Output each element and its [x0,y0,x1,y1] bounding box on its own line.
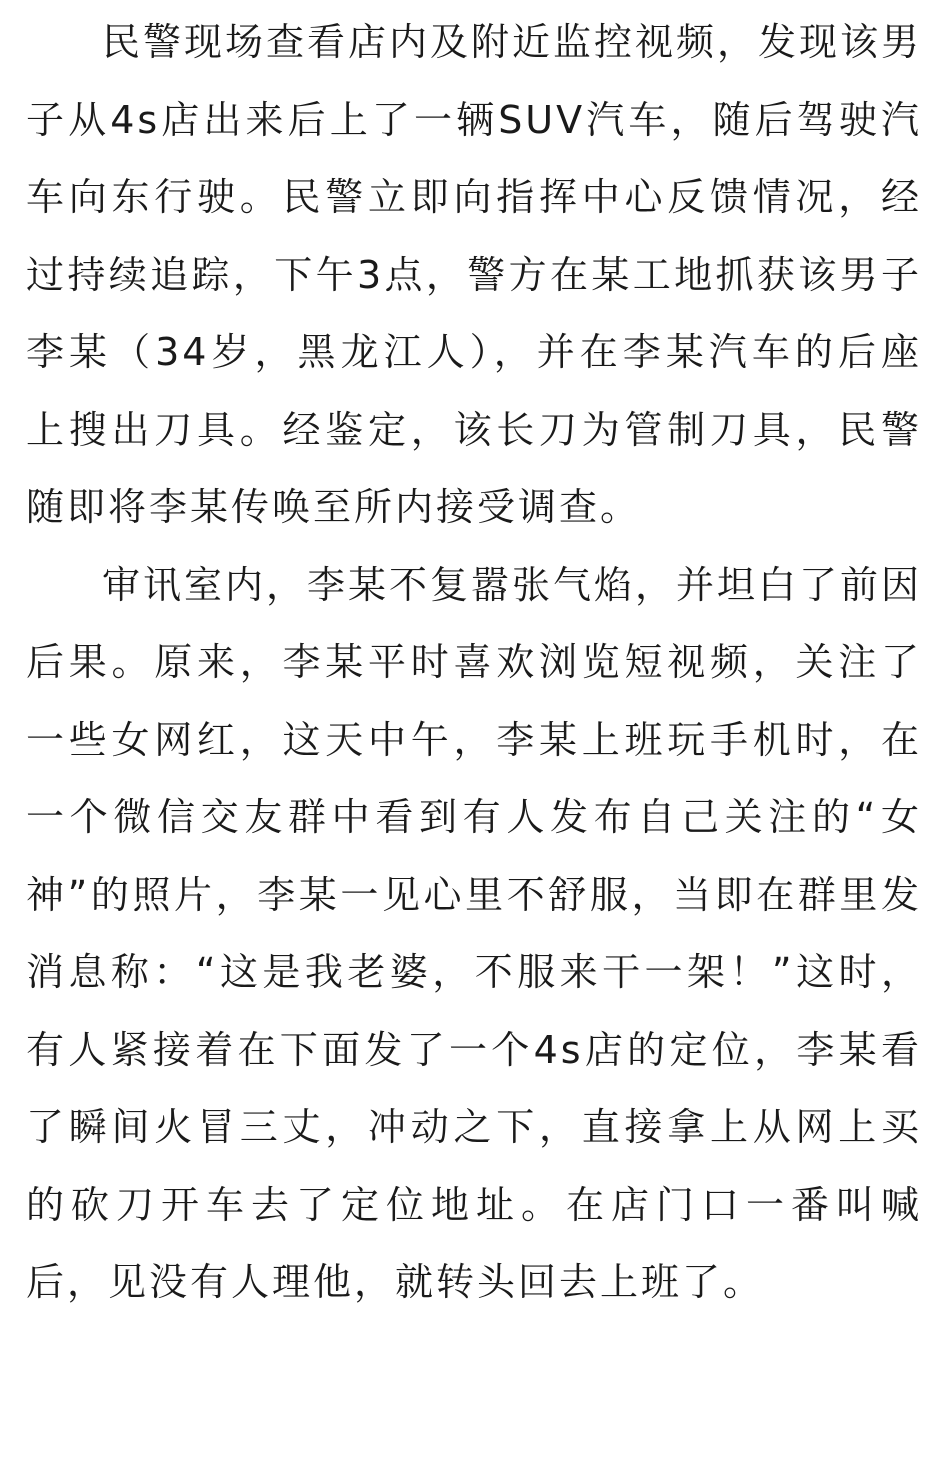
paragraph-1: 民警现场查看店内及附近监控视频，发现该男子从4s店出来后上了一辆SUV汽车，随后驾驶汽车向东行驶。民警立即向指挥中心反馈情况，经过持续追踪，下午3点，警方在某工地抓获该男子李某（34岁，黑龙江人），并在李某汽车的后座上搜出刀具。经鉴定，该长刀为管制刀具，民警随即将李某传唤至所内接受调查。 [26,20,923,529]
paragraph-2: 审讯室内，李某不复嚣张气焰，并坦白了前因后果。原来，李某平时喜欢浏览短视频，关注了一些女网红，这天中午，李某上班玩手机时，在一个微信交友群中看到有人发布自己关注的“女神”的照片，李某一见心里不舒服，当即在群里发消息称：“这是我老婆，不服来干一架！”这时，有人紧接着在下面发了一个4s店的定位，李某看了瞬间火冒三丈，冲动之下，直接拿上从网上买的砍刀开车去了定位地址。在店门口一番叫喊后，见没有人理他，就转头回去上班了。 [26,562,923,1304]
